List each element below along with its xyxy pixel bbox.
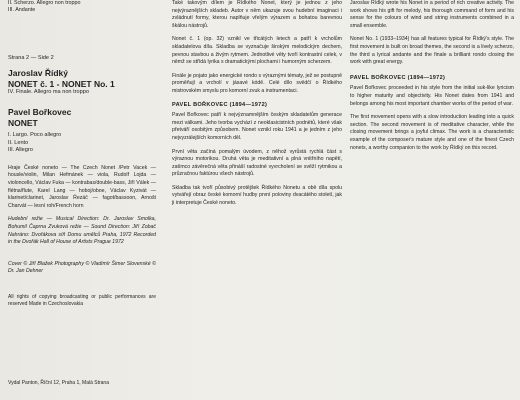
czech-intro: Také takovým dílem je Řídkého Nonet, který je jednou z jeho nejvýraznějších skladeb. Autor v něm ukazuje svou hudební imaginaci i zvládnutí formy, kterou naplňuje vřelým výrazem a bohatou barevnou škálou nástrojů. (172, 0, 342, 29)
czech-paragraph: Finále je pojato jako energické rondo s výraznými tématy, jež se postupně proměňují a vrcholí v jásavé kódě. Celé dílo svědčí o Řídkého mistrovském smyslu pro komorní zvuk a instrumentaci. (172, 72, 342, 94)
movement-item: II. Lento (8, 139, 29, 146)
track-item: II. Scherzo. Allegro non troppo (8, 0, 81, 6)
czech-paragraph: Nonet č. 1 (op. 32) vznikl ve třicátých letech a patří k vrcholům skladatelova díla. Skladba se vyznačuje širokým melodickým dechem, pevnou stavbou a živým rytmem. Jednotlivé věty tvoří kontrastní celek, v němž se střídá lyrika s dramatickými plochami i humorným scherzem. (172, 36, 342, 66)
track-item: III. Andante (8, 7, 36, 14)
recording-credits: Hudební režie — Musical Direction: Dr. Jaroslav Smolka, Bohumil Čaprna Zvuková režie — Sound Direction: Jiří Zobač Nahráno: Dvořákova síň Domu umělců Praha, 1972 Recorded in the Dvořák Hall of House of Artists Prague 1972 (8, 216, 156, 246)
composer-name: Jaroslav Řídký (8, 68, 69, 79)
movement-item: IV. Finale. Allegro ma non troppo (8, 89, 89, 96)
czech-paragraph: První věta začíná pomalým úvodem, z něhož vyrůstá rychlá část s výraznou motorikou. Druhá věta je meditativní a plná vnitřního napětí, zatímco závěrečná věta přináší radostné vyvrcholení se svěží rytmikou a průzračnou faktúrou všech nástrojů. (172, 148, 342, 178)
czech-paragraph: Skladba tak tvoří působivý protějšek Řídkého Nonetu a obě díla spolu vytvářejí obraz české komorní hudby první poloviny dvacátého století, jak ji interpretuje České noneto. (172, 184, 342, 207)
english-paragraph: Pavel Bořkovec proceeded in his style from the initial suk-like lyricism to higher maturity and objectivity. His Nonet dates from 1941 and belongs among his most important chamber works of the period of war. (350, 85, 514, 107)
right-column (350, 0, 514, 392)
work-title: NONET (8, 118, 38, 128)
publisher-line: Vydal Panton, Říční 12, Praha 1, Malá Strana (8, 380, 109, 386)
work-title: NONET č. 1 - NONET No. 1 (8, 79, 115, 90)
english-paragraph: The first movement opens with a slow introduction leading into a quick section. The second movement is of meditative character, while the closing movement brings a joyful climax. The work is a characteristic example of the composer's mature style and one of the finest Czech nonets, a worthy companion to the work by Řídký on this record. (350, 114, 514, 151)
ensemble-credits: Hraje České noneto — The Czech Nonet /Petr Vacek — housle/violin, Milan Hefmánek — viola, Rudolf Lojda — violoncello, Václav Fuka — kontrabas/double-bass, Jiří Válek — flétna/flute, Karel Lang — hoboj/oboe, Václav Kyzivát — klarinet/clarinet, Jaroslav Řezáč — fagot/bassoon, Arnošt Charvát — lesní roh/French horn (8, 164, 156, 209)
section-heading: PAVEL BOŘKOVEC (1894—1972) (172, 101, 268, 108)
design-credits: Cover © Jiří Blažek Photography © Vladimír Šimer Slovenské © Dr. Jan Dehner (8, 260, 156, 275)
left-column (8, 0, 156, 392)
middle-column (172, 0, 342, 392)
section-heading: PAVEL BOŘKOVEC (1894—1972) (350, 74, 446, 81)
composer-name: Pavel Bořkovec (8, 107, 72, 117)
side-label: Strana 2 — Side 2 (8, 55, 54, 62)
english-intro: Jaroslav Řídký wrote his Nonet in a period of rich creative activity. The work shows his gift for melody, his thorough command of form and his sense for the colours of wind and string instruments combined in a small ensemble. (350, 0, 514, 29)
english-paragraph: Nonet No. 1 (1933–1934) has all features typical for Řídký's style. The first movement is built on broad themes, the second is a lively scherzo, the third a lyrical andante and the finale a brilliant rondo closing the work with great energy. (350, 36, 514, 66)
movement-item: I. Largo. Poco allegro (8, 132, 62, 138)
movement-item: III. Allegro (8, 147, 33, 154)
rights-notice: All rights of copying broadcasting or public performances are reserved Made in Czechoslovakia (8, 293, 156, 307)
czech-paragraph: Pavel Bořkovec patří k nejvýznamnějším českým skladatelům generace mezi válkami. Jeho tvorba vychází z neoklasicistních podnětů, které však přetváří osobitým způsobem. Nonet vznikl roku 1941 a je jedním z jeho nejvyzrálejších komorních děl. (172, 112, 342, 141)
